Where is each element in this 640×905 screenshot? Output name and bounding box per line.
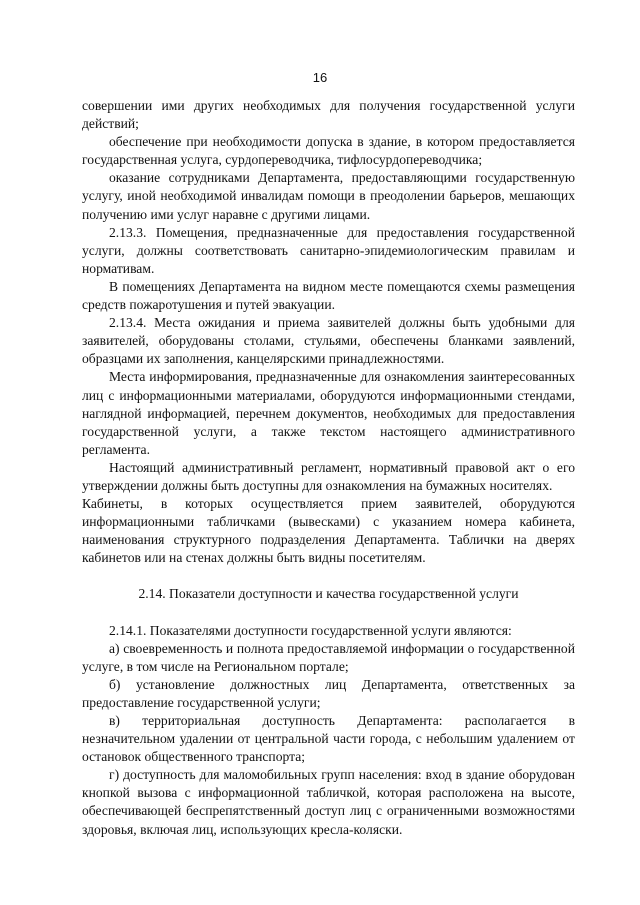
paragraph-cabinets: Кабинеты, в которых осуществляется прием заявителей, оборудуются информационными табличками (вывесками) с указанием номера кабинета, наименования структурного подразделения Департамента. Таблички на дверях кабинетов или на стенах должны быть видны посетителям.: [82, 496, 575, 566]
paragraph-evacuation-schemes: В помещениях Департамента на видном месте помещаются схемы размещения средств пожаротушения и путей эвакуации.: [82, 278, 575, 313]
paragraph-2-13-4: 2.13.4. Места ожидания и приема заявителей должны быть удобными для заявителей, оборудованы столами, стульями, обеспечены бланками заявлений, образцами их заполнения, канцелярскими принадлежностями.: [82, 315, 575, 367]
paragraph-2-13-3: 2.13.3. Помещения, предназначенные для предоставления государственной услуги, должны соответствовать санитарно-эпидемиологическим правилам и нормативам.: [82, 224, 575, 276]
paragraph-regulation-availability: Настоящий административный регламент, нормативный правовой акт о его утверждении должны быть доступны для ознакомления на бумажных носителях.: [82, 459, 575, 493]
paragraph-continuation: совершении ими других необходимых для получения государственной услуги действий;: [82, 98, 575, 132]
paragraph-interpreter-access: обеспечение при необходимости допуска в здание, в котором предоставляется государственная услуга, сурдопереводчика, тифлосурдопереводчика;: [82, 134, 575, 168]
section-heading-2-14: 2.14. Показатели доступности и качества государственной услуги: [138, 586, 519, 602]
list-item-g: г) доступность для маломобильных групп населения: вход в здание оборудован кнопкой вызова с информационной табличкой, которая расположена на высоте, обеспечивающей беспрепятственный доступ лиц с ограниченными возможностями здоровья, включая лиц, использующих кресла-коляски.: [82, 767, 575, 837]
paragraph-information-places: Места информирования, предназначенные для ознакомления заинтересованных лиц с информационными материалами, оборудуются информационными стендами, наглядной информацией, перечнем документов, необходимых для предоставления государственной услуги, а также текстом настоящего административного регламента.: [82, 369, 575, 457]
list-item-b: б) установление должностных лиц Департамента, ответственных за предоставление государственной услуги;: [82, 676, 575, 710]
paragraph-2-14-1: 2.14.1. Показателями доступности государственной услуги являются:: [109, 622, 512, 638]
list-item-v: в) территориальная доступность Департамента: располагается в незначительном удалении от центральной части города, с небольшим удалением от остановок общественного транспорта;: [82, 713, 575, 765]
document-body: [82, 97, 575, 839]
paragraph-staff-assistance: оказание сотрудниками Департамента, предоставляющими государственную услугу, иной необходимой инвалидам помощи в преодолении барьеров, мешающих получению ими услуг наравне с другими лицами.: [82, 170, 575, 222]
list-item-a: а) своевременность и полнота предоставляемой информации о государственной услуге, в том числе на Региональном портале;: [82, 640, 575, 674]
page-number: 16: [312, 70, 328, 85]
